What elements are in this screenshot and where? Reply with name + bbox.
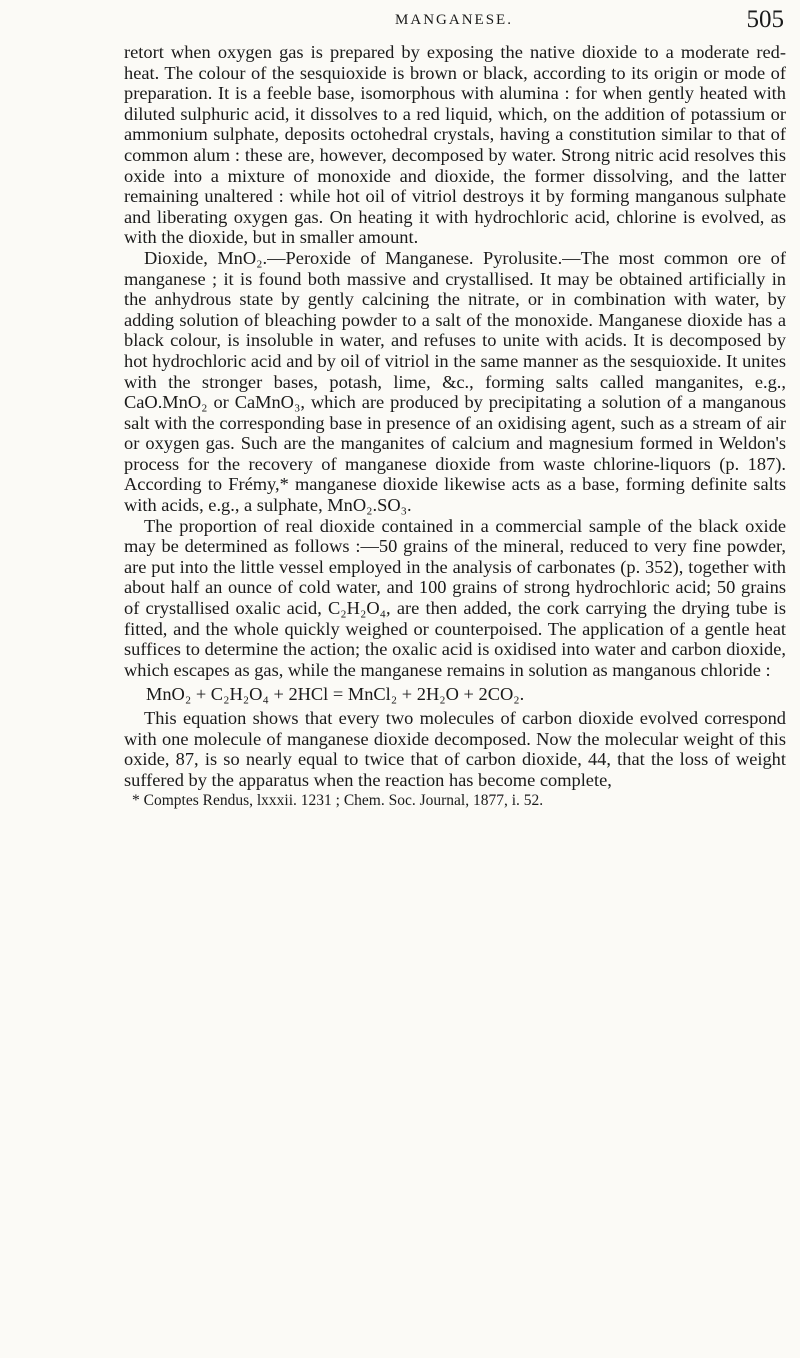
paragraph-assay: The proportion of real dioxide contained in a commercial sample of the black oxide may be determined as follows :—50 grains of the mineral, reduced to very fine powder, are put into the little vessel employed in the analysis of carbonates (p. 352), together with about half an ounce of cold water, and 100 grains of strong hydrochloric acid; 50 grains of crystallised oxalic acid, C₂H₂O₄, are then added, the cork carrying the drying tube is fitted, and the whole quickly weighed or counterpoised. The application of a gentle heat suffices to determine the action; the oxalic acid is oxidised into water and carbon dioxide, which escapes as gas, while the manganese remains in solution as manganous chloride : — [124, 515, 786, 680]
paragraph-sesquioxide: retort when oxygen gas is prepared by exposing the native dioxide to a moderate red-heat. The colour of the sesquioxide is brown or black, according to its origin or mode of preparation. It is a feeble base, isomorphous with alumina : for when gently heated with diluted sulphuric acid, it dissolves to a red liquid, which, on the addition of potassium or ammonium sulphate, deposits octohedral crystals, having a constitution similar to that of common alum : these are, however, decomposed by water. Strong nitric acid resolves this oxide into a mixture of monoxide and dioxide, the former dissolving, and the latter remaining unaltered : while hot oil of vitriol destroys it by forming manganous sulphate and liberating oxygen gas. On heating it with hydrochloric acid, chlorine is evolved, as with the dioxide, but in smaller amount. — [124, 42, 786, 248]
paragraph-dioxide: Dioxide, MnO₂.—Peroxide of Manganese. Pyrolusite.—The most common ore of manganese ; it is found both massive and crystallised. It may be obtained artificially in the anhydrous state by gently calcining the nitrate, or in combination with water, by adding solution of bleaching powder to a salt of the monoxide. Manganese dioxide has a black colour, is insoluble in water, and refuses to unite with acids. It is decomposed by hot hydrochloric acid and by oil of vitriol in the same manner as the sesquioxide. It unites with the stronger bases, potash, lime, &c., forming salts called manganites, e.g., CaO.MnO₂ or CaMnO₃, which are produced by precipitating a solution of a manganous salt with the corresponding base in presence of an oxidising agent, such as a stream of air or oxygen gas. Such are the manganites of calcium and magnesium formed in Weldon's process for the recovery of manganese dioxide from waste chlorine-liquors (p. 187). According to Frémy,* manganese dioxide likewise acts as a base, forming definite salts with acids, e.g., a sulphate, MnO₂.SO₃. — [124, 247, 786, 516]
page-number: 505 — [746, 6, 784, 33]
page-header — [124, 6, 784, 40]
footnote: * Comptes Rendus, lxxxii. 1231 ; Chem. Soc. Journal, 1877, i. 52. — [132, 792, 544, 810]
chemical-equation: MnO₂ + C₂H₂O₄ + 2HCl = MnCl₂ + 2H₂O + 2CO₂. — [146, 684, 525, 705]
paragraph-equation-explanation: This equation shows that every two molecules of carbon dioxide evolved correspond with one molecule of manganese dioxide decomposed. Now the molecular weight of this oxide, 87, is so nearly equal to twice that of carbon dioxide, 44, that the loss of weight suffered by the apparatus when the reaction has become complete, — [124, 708, 786, 790]
body-text — [124, 42, 786, 810]
running-head: MANGANESE. — [395, 12, 513, 28]
